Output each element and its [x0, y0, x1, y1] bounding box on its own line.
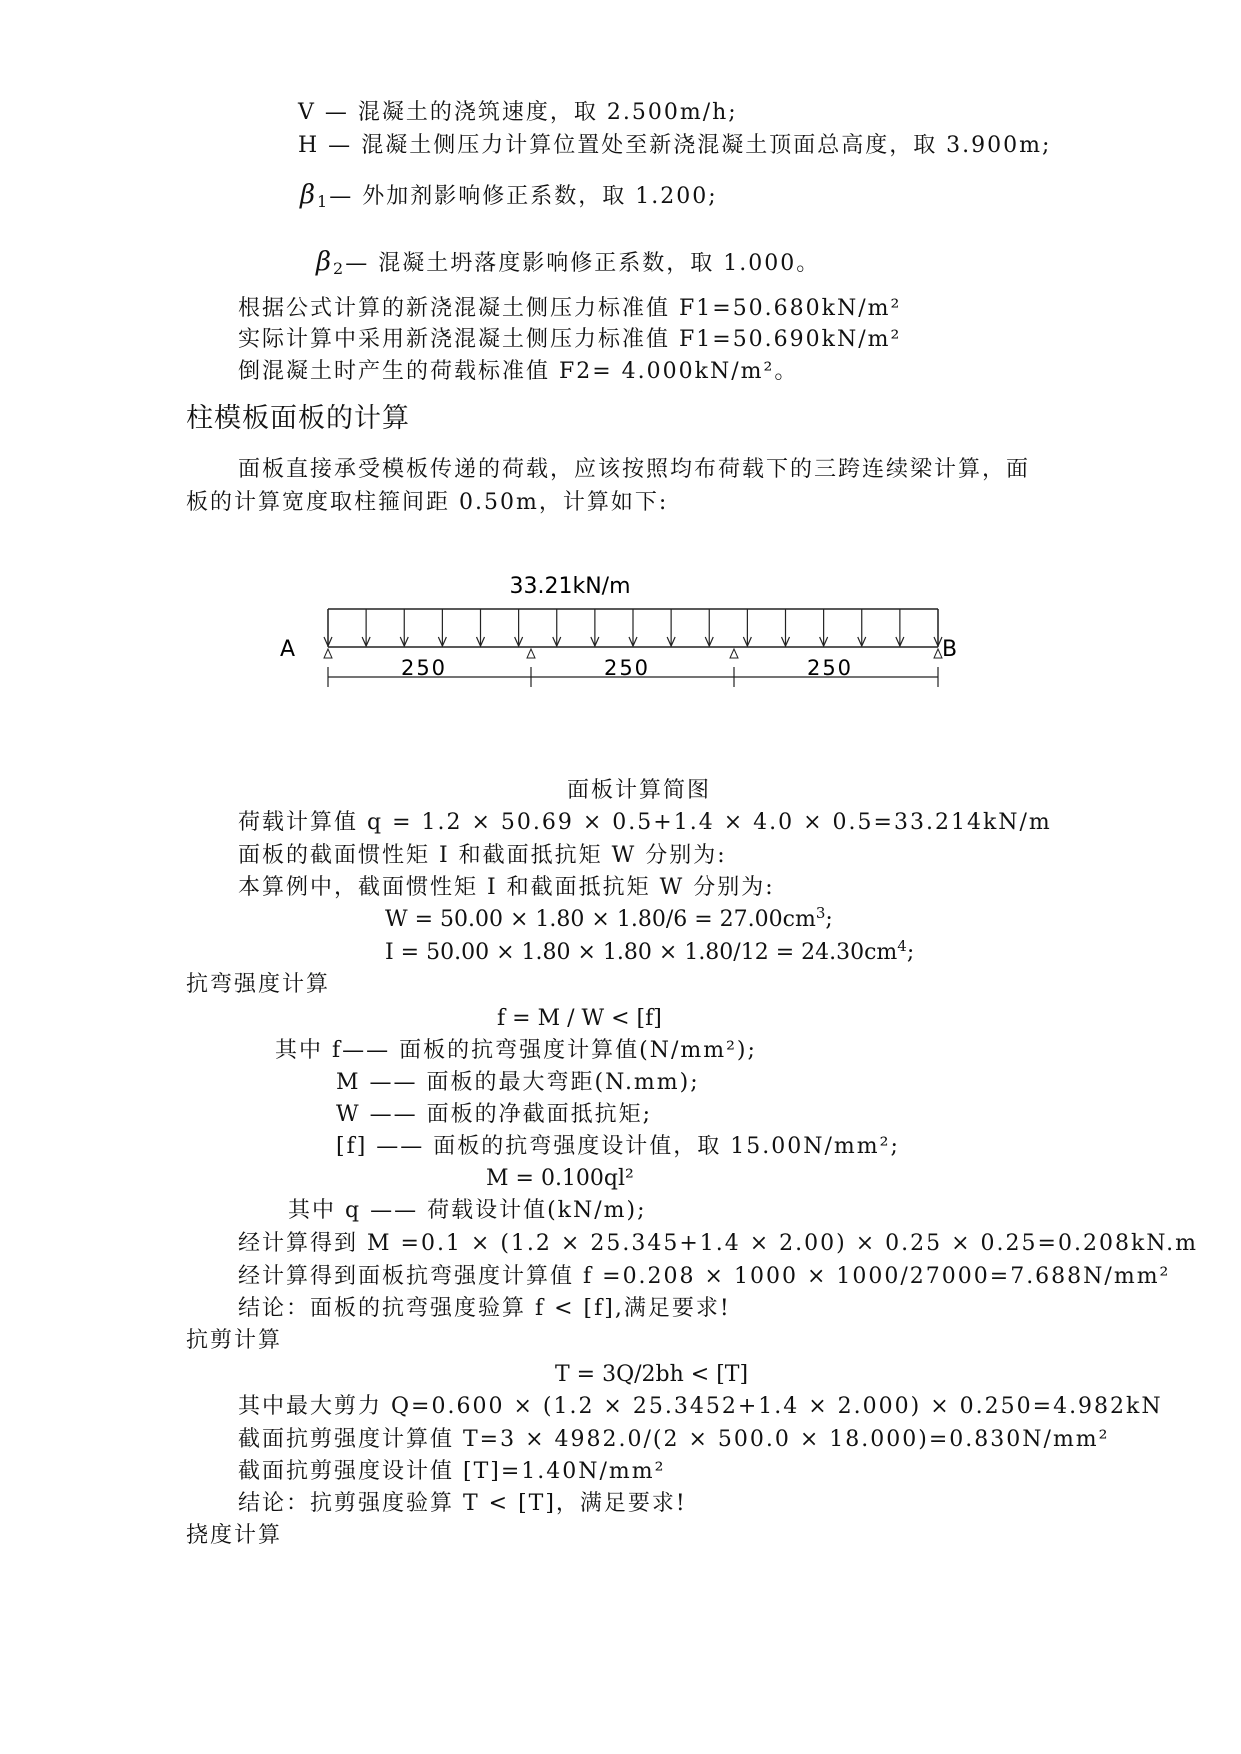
bending-where-m: M —— 面板的最大弯距(N.mm);: [336, 1070, 700, 1095]
bending-conclusion: 结论：面板的抗弯强度验算 f < [f],满足要求!: [238, 1296, 731, 1321]
shear-t-calc: 截面抗剪强度计算值 T=3 × 4982.0/(2 × 500.0 × 18.000)=0.830N/mm²: [238, 1427, 1110, 1452]
pressure-f1-actual: 实际计算中采用新浇混凝土侧压力标准值 F1=50.690kN/m²: [238, 327, 902, 352]
section-title: 柱模板面板的计算: [186, 403, 410, 434]
definition-beta1: β1— 外加剂影响修正系数，取 1.200;: [300, 180, 718, 211]
moment-formula: M = 0.100ql²: [486, 1166, 634, 1191]
shear-t-design: 截面抗剪强度设计值 [T]=1.40N/mm²: [238, 1459, 666, 1484]
support-triangle: [324, 649, 332, 658]
bending-where-w: W —— 面板的净截面抵抗矩;: [336, 1102, 653, 1127]
definition-beta1-text: 外加剂影响修正系数，取 1.200;: [362, 184, 718, 209]
support-triangle: [730, 649, 738, 658]
bending-where-f: 其中 f—— 面板的抗弯强度计算值(N/mm²);: [275, 1038, 757, 1063]
symbol-beta-sub: 2: [333, 259, 346, 278]
support-triangle: [527, 649, 535, 658]
symbol-h: H: [298, 133, 320, 158]
load-label: 33.21kN/m: [509, 574, 631, 599]
definition-beta2: β2— 混凝土坍落度影响修正系数，取 1.000。: [316, 247, 821, 278]
bending-formula: f = M / W < [f]: [497, 1006, 662, 1031]
deflection-heading: 挠度计算: [186, 1523, 283, 1548]
shear-formula: T = 3Q/2bh < [T]: [555, 1362, 749, 1387]
bending-where-q: 其中 q —— 荷载设计值(kN/m);: [288, 1198, 647, 1223]
dimension-line: [328, 656, 938, 687]
i-formula: $I = 50.00 \times 1.80 \times 1.80 \times 1.80/12 = 24.30cm^4$;: [385, 937, 915, 965]
section-props-line-1: 面板的截面惯性矩 I 和截面抵抗矩 W 分别为:: [238, 843, 727, 868]
definition-beta2-text: 混凝土坍落度影响修正系数，取 1.000。: [378, 251, 821, 276]
shear-heading: 抗剪计算: [186, 1328, 283, 1353]
w-formula-exponent: 3: [815, 904, 826, 922]
pressure-f1-formula: 根据公式计算的新浇混凝土侧压力标准值 F1=50.680kN/m²: [238, 296, 902, 321]
bending-calc-f: 经计算得到面板抗弯强度计算值 f =0.208 × 1000 × 1000/27000=7.688N/mm²: [238, 1264, 1171, 1289]
symbol-beta-sub: 1: [317, 192, 330, 211]
support-label-b: B: [942, 637, 958, 662]
bending-where-ff: [f] —— 面板的抗弯强度设计值，取 15.00N/mm²;: [336, 1134, 900, 1159]
bending-calc-m: 经计算得到 M =0.1 × (1.2 × 25.345+1.4 × 2.00) × 0.25 × 0.25=0.208kN.m: [238, 1231, 1198, 1256]
intro-line-1: 面板直接承受模板传递的荷载，应该按照均布荷载下的三跨连续梁计算，面: [238, 457, 1031, 482]
definition-h-text: 混凝土侧压力计算位置处至新浇混凝土顶面总高度，取 3.900m;: [361, 133, 1052, 158]
support-label-a: A: [280, 637, 296, 662]
diagram-caption: 面板计算简图: [567, 778, 712, 803]
load-arrows: [324, 609, 942, 646]
load-calc: 荷载计算值 q = 1.2 × 50.69 × 0.5+1.4 × 4.0 × 0.5=33.214kN/m: [238, 810, 1052, 835]
shear-q-max: 其中最大剪力 Q=0.600 × (1.2 × 25.3452+1.4 × 2.000) × 0.250=4.982kN: [238, 1394, 1163, 1419]
bending-heading: 抗弯强度计算: [186, 972, 331, 997]
symbol-beta: β: [316, 247, 334, 277]
definition-h: H — 混凝土侧压力计算位置处至新浇混凝土顶面总高度，取 3.900m;: [298, 133, 1052, 158]
pressure-f2: 倒混凝土时产生的荷载标准值 F2= 4.000kN/m²。: [238, 359, 799, 384]
definition-v-text: 混凝土的浇筑速度，取 2.500m/h;: [357, 100, 738, 125]
section-props-line-2: 本算例中，截面惯性矩 I 和截面抵抗矩 W 分别为:: [238, 875, 775, 900]
symbol-v: V: [298, 100, 316, 125]
span-label-3: 250: [806, 656, 854, 680]
w-formula: $W = 50.00 \times 1.80 \times 1.80/6 = 27.00cm^3$;: [385, 904, 833, 932]
support-triangle: [934, 649, 942, 658]
definition-v: V — 混凝土的浇筑速度，取 2.500m/h;: [298, 100, 738, 125]
shear-conclusion: 结论：抗剪强度验算 T < [T]，满足要求!: [238, 1491, 687, 1516]
i-formula-exponent: 4: [897, 937, 907, 955]
beam-diagram: [270, 565, 970, 700]
i-formula-text: I = 50.00 × 1.80 × 1.80 × 1.80/12 = 24.30cm: [385, 940, 898, 965]
w-formula-text: W = 50.00 × 1.80 × 1.80/6 = 27.00cm: [385, 907, 816, 932]
intro-line-2: 板的计算宽度取柱箍间距 0.50m，计算如下:: [186, 490, 669, 515]
symbol-beta: β: [300, 180, 318, 210]
span-label-2: 250: [603, 656, 651, 680]
span-label-1: 250: [400, 656, 448, 680]
